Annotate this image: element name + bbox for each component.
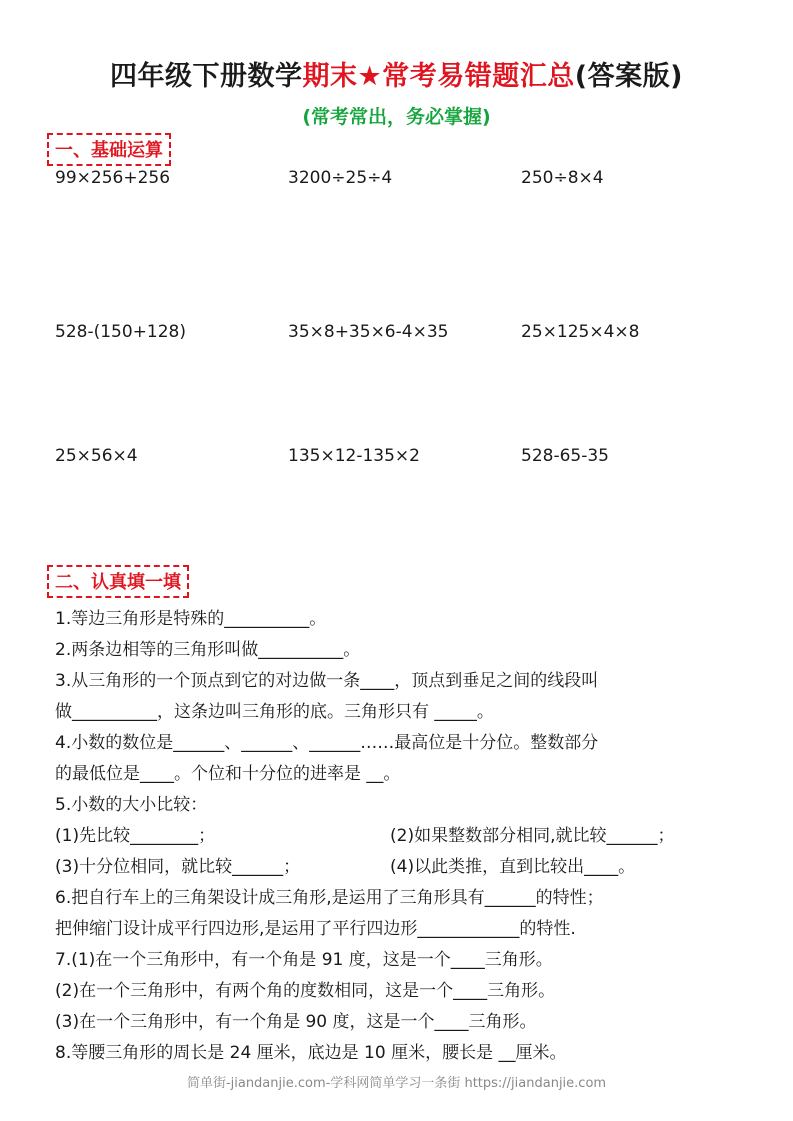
footer-watermark: 简单街-jiandanjie.com-学科网简单学习一条街 https://jiandanjie.com — [186, 1076, 607, 1091]
calc-problem: 25×125×4×8 — [521, 322, 640, 342]
calc-problem: 528-(150+128) — [55, 322, 186, 342]
calc-problem: 135×12-135×2 — [288, 446, 420, 466]
question-line: 8.等腰三角形的周长是 24 厘米，底边是 10 厘米，腰长是 __厘米。 — [55, 1043, 567, 1063]
calc-problem: 35×8+35×6-4×35 — [288, 322, 449, 342]
page-subtitle: (常考常出，务必掌握) — [302, 106, 491, 128]
section-1-heading: 一、基础运算 — [47, 133, 171, 166]
question-line: (4)以此类推，直到比较出____。 — [390, 857, 636, 877]
question-line: (2)在一个三角形中，有两个角的度数相同，这是一个____三角形。 — [55, 981, 556, 1001]
page-title — [0, 54, 793, 93]
question-line: (1)先比较________； — [55, 826, 216, 846]
section-2-heading: 二、认真填一填 — [47, 565, 189, 598]
calc-problem: 25×56×4 — [55, 446, 138, 466]
title-edition: (答案版) — [574, 61, 683, 92]
question-line: 3.从三角形的一个顶点到它的对边做一条____，顶点到垂足之间的线段叫 — [55, 671, 599, 691]
question-line: 把伸缩门设计成平行四边形,是运用了平行四边形____________的特性. — [55, 919, 576, 939]
calc-problem: 99×256+256 — [55, 168, 171, 188]
title-grade: 四年级下册数学 — [110, 61, 303, 92]
title-highlight: 期末★常考易错题汇总 — [302, 61, 575, 92]
calc-problem: 528-65-35 — [521, 446, 609, 466]
question-line: (2)如果整数部分相同,就比较______； — [390, 826, 675, 846]
question-line: (3)十分位相同，就比较______； — [55, 857, 301, 877]
question-line: 2.两条边相等的三角形叫做__________。 — [55, 640, 361, 660]
question-line: 5.小数的大小比较： — [55, 795, 208, 815]
question-line: 6.把自行车上的三角架设计成三角形,是运用了三角形具有______的特性； — [55, 888, 604, 908]
question-line: 1.等边三角形是特殊的__________。 — [55, 609, 327, 629]
calc-problem: 250÷8×4 — [521, 168, 604, 188]
question-line: (3)在一个三角形中，有一个角是 90 度，这是一个____三角形。 — [55, 1012, 537, 1032]
question-line: 4.小数的数位是______、______、______……最高位是十分位。整数部分 — [55, 733, 599, 753]
question-line: 的最低位是____。个位和十分位的进率是 __。 — [55, 764, 401, 784]
question-line: 7.(1)在一个三角形中，有一个角是 91 度，这是一个____三角形。 — [55, 950, 553, 970]
question-line: 做__________，这条边叫三角形的底。三角形只有 _____。 — [55, 702, 494, 722]
calc-problem: 3200÷25÷4 — [288, 168, 393, 188]
